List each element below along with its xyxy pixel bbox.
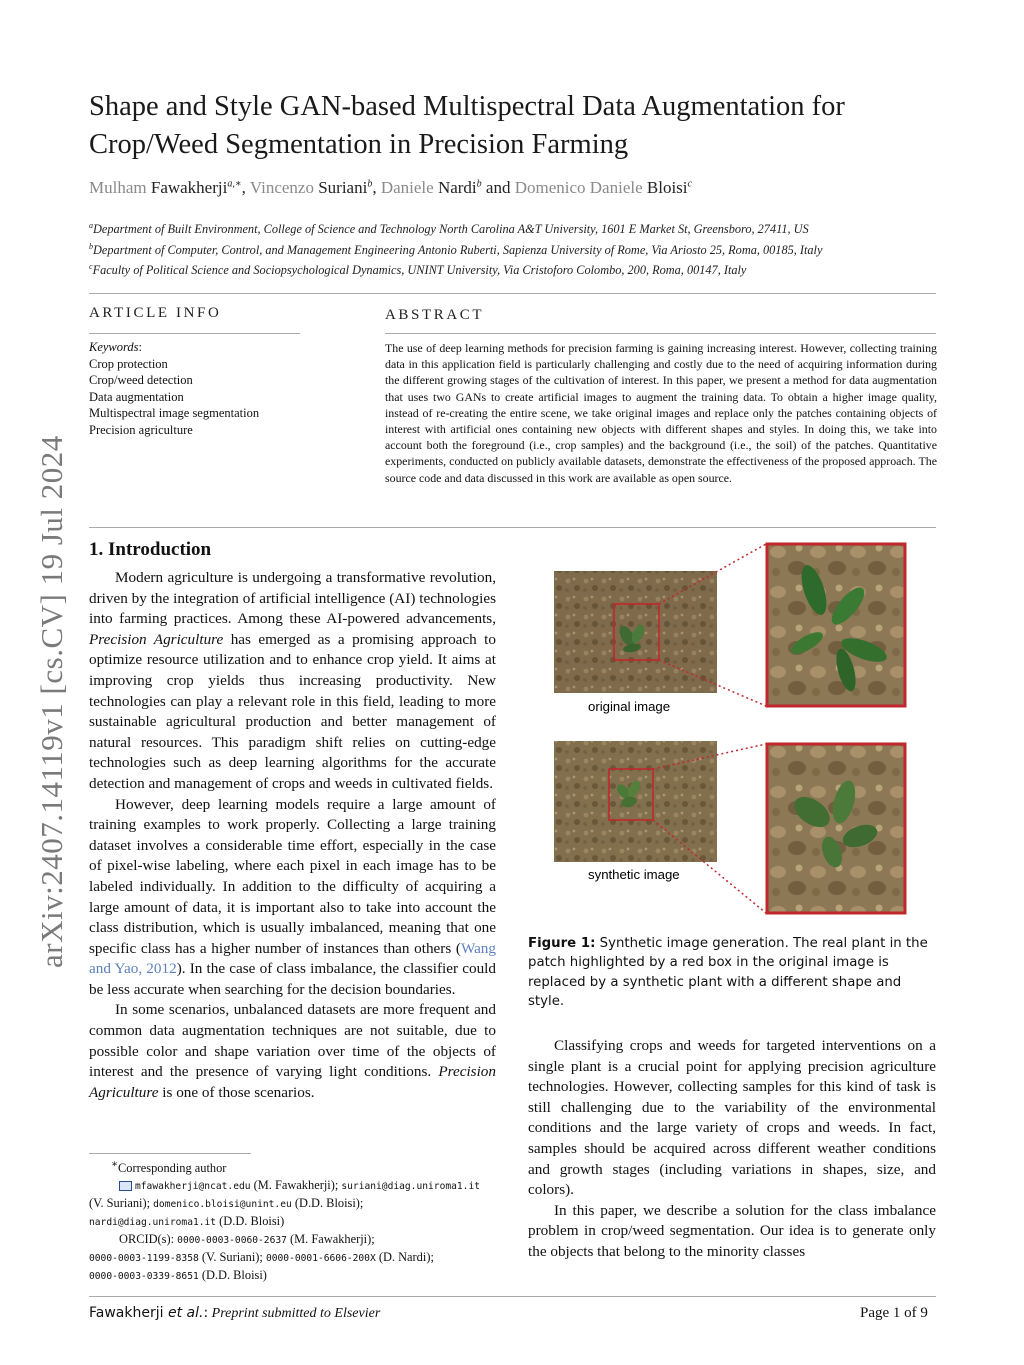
title-line-2: Crop/Weed Segmentation in Precision Farming (89, 129, 629, 160)
paragraph: In some scenarios, unbalanced datasets are more frequent and common data augmentation techniques are not suitable, due to possible color and shape variation over time of the objects of interest and the presence of varying light conditions. Precision Agriculture is one of those scenarios. (89, 1001, 496, 1101)
email-icon (119, 1181, 132, 1191)
arxiv-id: arXiv:2407.14119v1 [cs.CV] 19 Jul 2024 (34, 435, 69, 968)
affiliation-b: $^b$Department of Computer, Control, and Management Engineering Antonio Ruberti, Sapienza University of Rome, Via Ariosto 25, Roma, 00185, Italy (89, 242, 823, 258)
author: Domenico Daniele Bloisi$^c$ (514, 178, 692, 197)
page-number: Page 1 of 9 (860, 1305, 928, 1321)
synthetic-zoom (767, 744, 905, 913)
divider (385, 333, 936, 334)
footer-divider (89, 1296, 936, 1297)
figure-1 (528, 540, 938, 920)
affiliation-c: $^c$Faculty of Political Science and Sociopsychological Dynamics, UNINT University, Via Cristoforo Colombo, 200, Roma, 00147, Italy (89, 262, 747, 278)
title-line-1: Shape and Style GAN-based Multispectral Data Augmentation for (89, 91, 845, 122)
author: Daniele Nardi$^b$ and (380, 178, 515, 197)
abstract-heading: ABSTRACT (385, 307, 485, 323)
keyword: Precision agriculture (89, 422, 193, 437)
abstract-text: The use of deep learning methods for precision farming is gaining increasing interest. However, collecting training data in this application field is particularly challenging and costly due to the need of acquiring information during the different growing stages of the cultivation of interest. In this paper, we present a method for data augmentation that uses two GANs to create artificial images to augment the training data. To obtain a higher image quality, instead of re-creating the entire scene, we take original images and replace only the patches containing objects of interest with artificial ones containing new objects with different shapes and styles. In doing this, we take into account both the foreground (i.e., crop samples) and the background (i.e., the soil) of the patches. Quantitative experiments, conducted on publicly available datasets, demonstrate the effectiveness of the proposed approach. The source code and data discussed in this work are available as open source. (385, 341, 937, 485)
footer-left: Fawakherji et al.: Preprint submitted to Elsevier (89, 1305, 381, 1321)
paragraph: Classifying crops and weeds for targeted interventions on a single plant is a crucial point for applying precision agriculture technologies. However, collecting samples for this kind of task is still challenging due to the variability of the environmental conditions and the large variety of crops and weeds. In fact, samples should be acquired across different weather conditions and growth stages (including variations in shapes, size, and colors). (528, 1037, 936, 1199)
keyword: Multispectral image segmentation (89, 406, 260, 420)
author: Vincenzo Suriani$^b$, (249, 178, 381, 197)
keywords-label: Keywords (89, 340, 139, 354)
original-zoom (767, 544, 905, 706)
synthetic-image (554, 741, 717, 862)
intro-body (89, 568, 496, 1103)
keywords-block: Keywords: Crop protection Crop/weed detection Data augmentation Multispectral image segmentation Precision agriculture (89, 339, 309, 438)
author-list (89, 178, 949, 198)
right-body (528, 1036, 936, 1263)
paragraph: In this paper, we describe a solution for the class imbalance problem in crop/weed segmentation. Our idea is to generate only the objects that belong to the minority classes (528, 1201, 936, 1260)
divider (89, 293, 936, 294)
citation-link[interactable]: Wang and Yao, 2012 (89, 939, 496, 978)
arxiv-stamp (18, 380, 78, 980)
label-original-image: original image (588, 699, 671, 714)
section-heading: 1. Introduction (89, 539, 212, 560)
footnote-rule (89, 1153, 251, 1154)
divider (89, 333, 300, 334)
keyword: Crop/weed detection (89, 373, 193, 387)
paragraph: Modern agriculture is undergoing a transformative revolution, driven by the integration of artificial intelligence (AI) technologies into farming practices. Among these AI-powered advancements, Precision Agriculture has emerged as a promising approach to optimize resource utilization and to enhance crop yield. It aims at improving crop yields thus increasing productivity. New technologies can play a relevant role in this field, leading to more sustainable agricultural production and better management of natural resources. This paradigm shift relies on cutting-edge technologies such as deep learning algorithms for the accurate detection and management of crops and weeds in cultivated fields. (89, 569, 496, 792)
keyword: Data augmentation (89, 389, 184, 404)
figure-graphic (528, 540, 938, 920)
keyword: Crop protection (89, 356, 168, 371)
figure-caption: Figure 1: Synthetic image generation. The real plant in the patch highlighted by a red box in the original image is replaced by a synthetic plant with a different shape and style. (528, 936, 928, 1009)
label-synthetic-image: synthetic image (588, 867, 680, 882)
footnote: ∗Corresponding author mfawakherji@ncat.edu (M. Fawakherji); suriani@diag.uniroma1.it (V. Suriani); domenico.bloisi@unint.eu (D.D. Bloisi); nardi@diag.uniroma1.it (D.D. Bloisi) ORCID(s): 0000-0003-0060-2637 (M. Fawakherji); 0000-0003-1199-8358 (V. Suriani); 0000-0001-6606-200X (D. Nardi); 0000-0003-0339-8651 (D.D. Bloisi) (89, 1159, 480, 1283)
affiliation-a: $^a$Department of Built Environment, College of Science and Technology North Carolina A&T University, 1601 E Market St, Greensboro, 27411, US (89, 221, 809, 237)
article-info-heading: ARTICLE INFO (89, 305, 222, 321)
author: Mulham Fawakherji$^{a,∗}$, (89, 178, 250, 197)
paper-title (89, 88, 949, 164)
divider (89, 527, 936, 528)
paragraph: However, deep learning models require a large amount of training examples to work properly. Collecting a large training dataset involves a considerable time effort, especially in the case of pixel-wise labeling, where each pixel in each image has to be labeled individually. In addition to the difficulty of acquiring a large amount of data, it is important also to take into account the class distribution, which is usually imbalanced, meaning that one specific class has a higher number of instances than others (Wang and Yao, 2012). In the case of class imbalance, the classifier could be less accurate when searching for the decision boundaries. (89, 795, 496, 998)
